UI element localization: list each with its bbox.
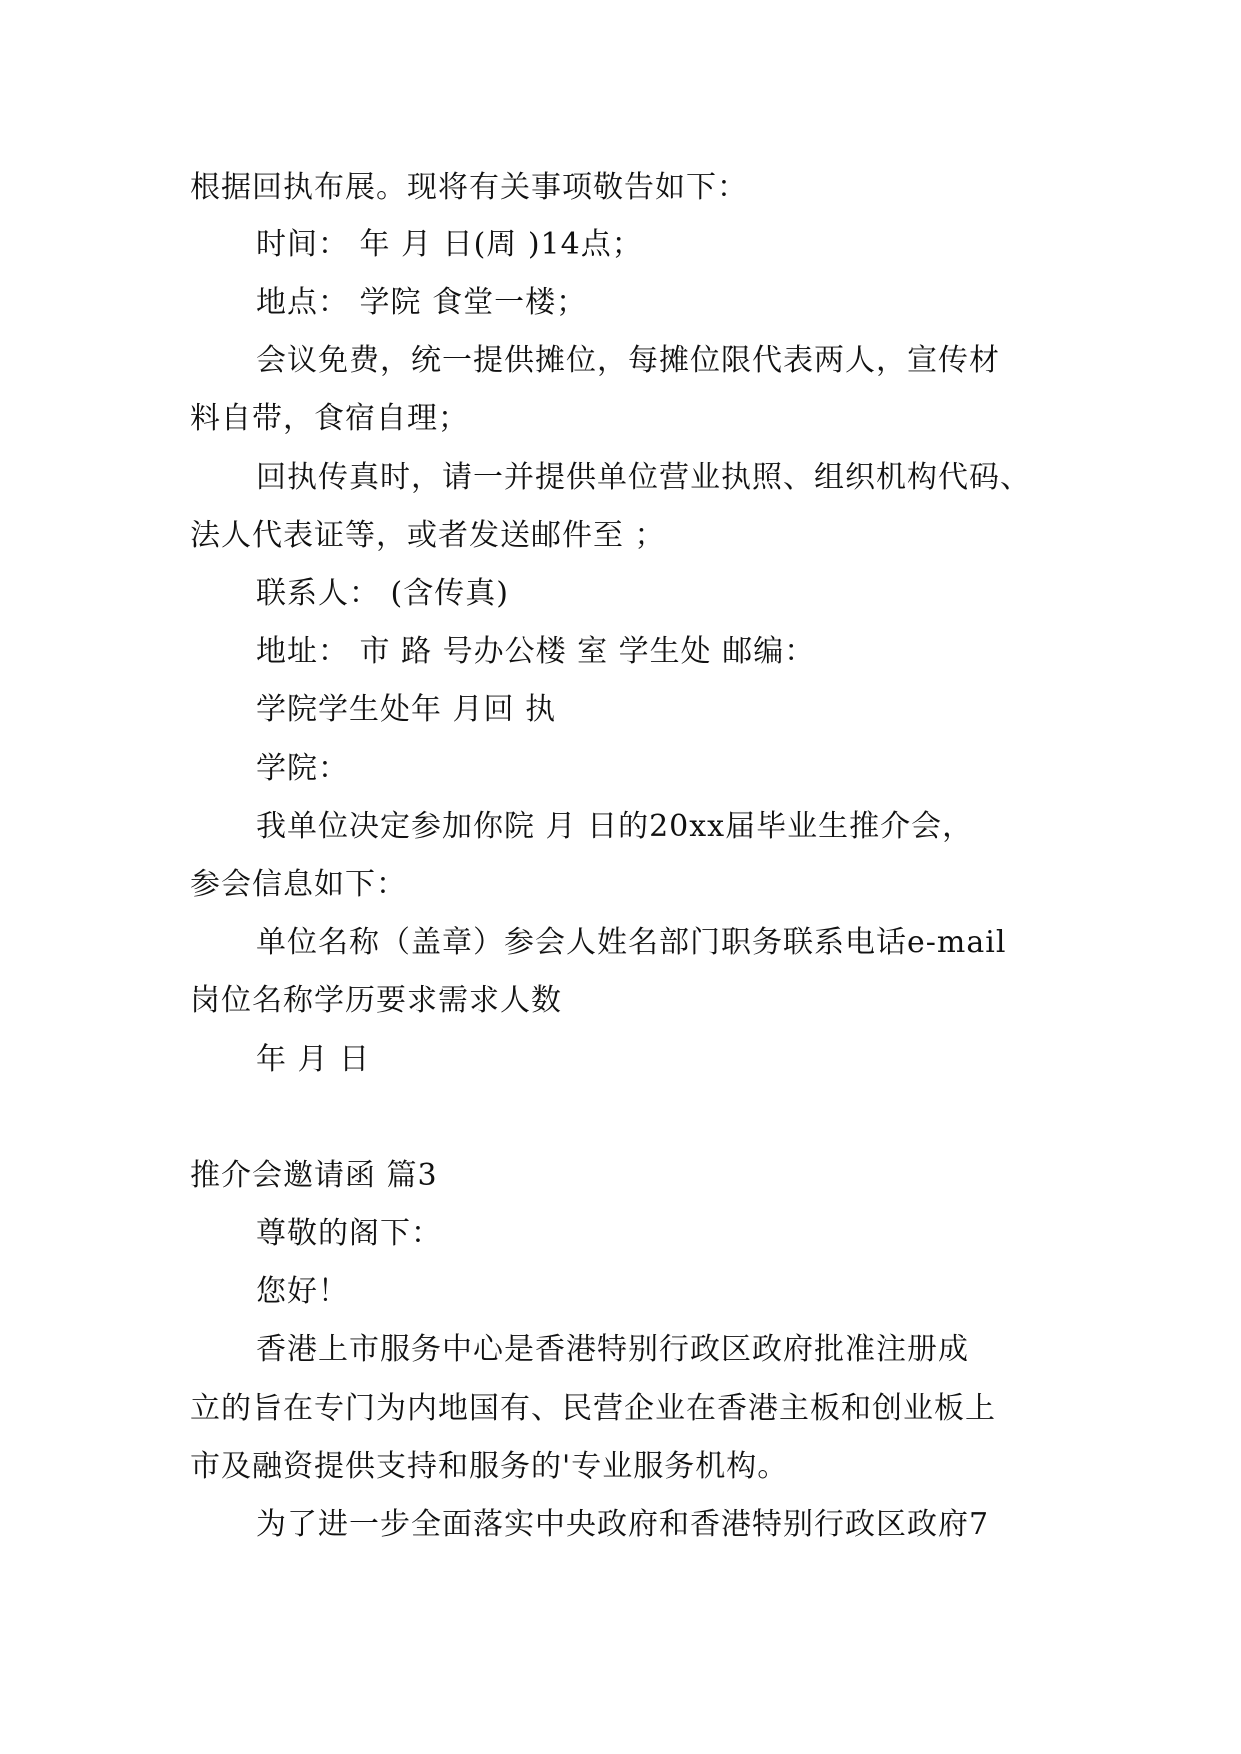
- text-line: 尊敬的阁下：: [256, 1216, 442, 1251]
- text-line: 年 月 日: [256, 1042, 371, 1077]
- text-line: 根据回执布展。现将有关事项敬告如下：: [190, 170, 748, 205]
- text-line: 为了进一步全面落实中央政府和香港特别行政区政府7: [256, 1507, 990, 1542]
- text-line: 单位名称（盖章）参会人姓名部门职务联系电话e-mail: [256, 925, 1007, 960]
- text-line: 学院：: [256, 751, 349, 786]
- text-line: 香港上市服务中心是香港特别行政区政府批准注册成: [256, 1332, 969, 1367]
- text-line: 参会信息如下：: [190, 867, 407, 902]
- text-line: 联系人： (含传真): [256, 576, 509, 611]
- text-line: 您好！: [256, 1274, 349, 1309]
- text-line: 法人代表证等，或者发送邮件至 ；: [190, 518, 666, 553]
- text-line: 立的旨在专门为内地国有、民营企业在香港主板和创业板上: [190, 1391, 996, 1426]
- text-line: 市及融资提供支持和服务的'专业服务机构。: [190, 1449, 789, 1484]
- text-line: 岗位名称学历要求需求人数: [190, 983, 562, 1018]
- text-line: 时间： 年 月 日(周 )14点；: [256, 227, 643, 262]
- text-line: 我单位决定参加你院 月 日的20xx届毕业生推介会，: [256, 809, 974, 844]
- text-line: 回执传真时，请一并提供单位营业执照、组织机构代码、: [256, 460, 1031, 495]
- text-line: 料自带，食宿自理；: [190, 401, 469, 436]
- section-heading: 推介会邀请函 篇3: [190, 1158, 438, 1193]
- text-line: 学院学生处年 月回 执: [256, 692, 557, 727]
- text-line: 地点： 学院 食堂一楼；: [256, 285, 588, 320]
- text-line: 地址： 市 路 号办公楼 室 学生处 邮编：: [256, 634, 816, 669]
- text-line: 会议免费，统一提供摊位，每摊位限代表两人，宣传材: [256, 343, 1000, 378]
